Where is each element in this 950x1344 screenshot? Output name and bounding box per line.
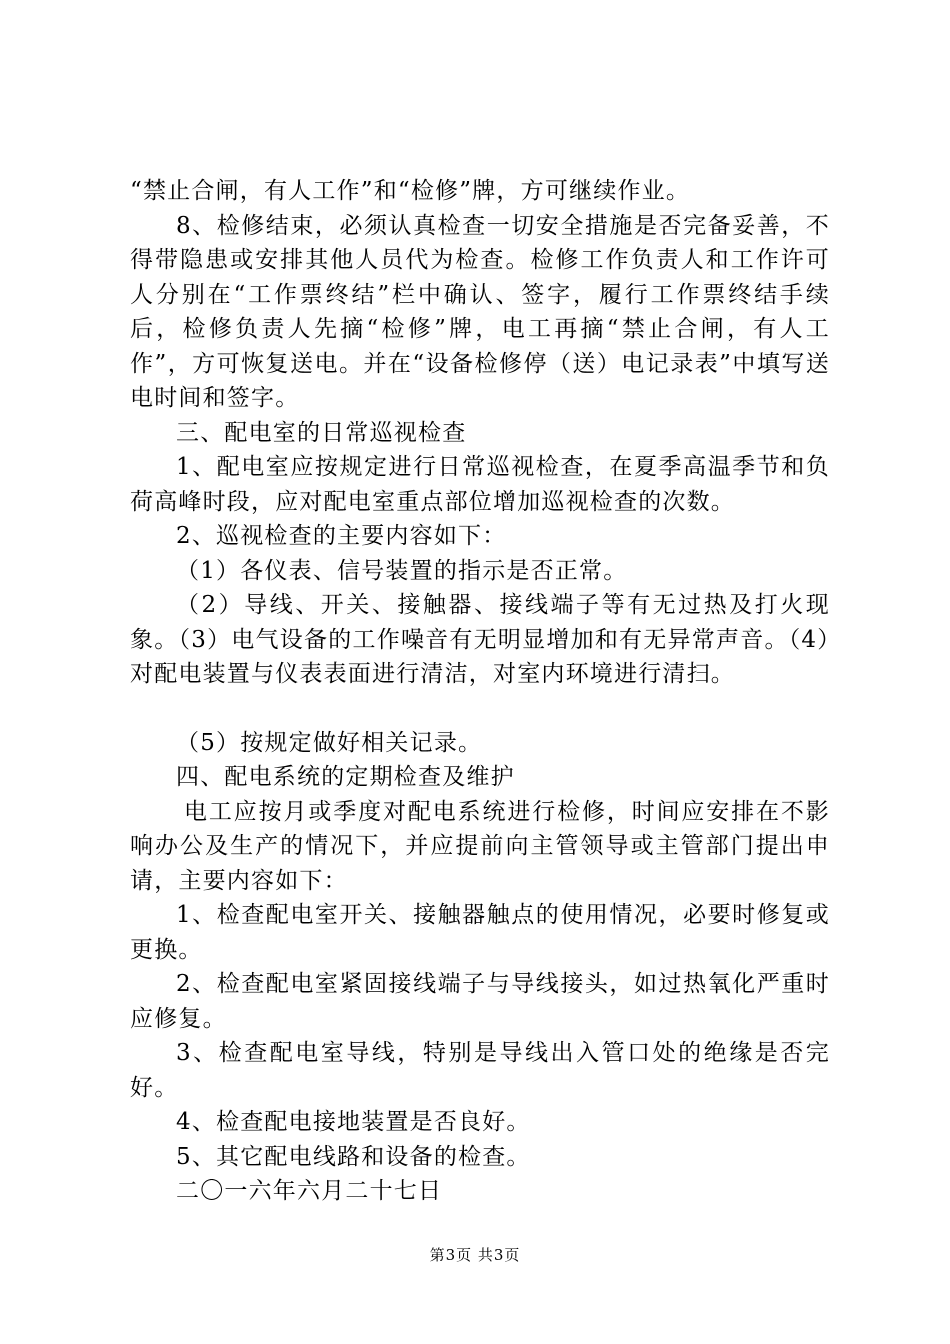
paragraph-patrol-item-5: （5）按规定做好相关记录。 <box>176 729 483 756</box>
paragraph-maintenance-intro: 电工应按月或季度对配电系统进行检修，时间应安排在不影响办公及生产的情况下，并应提前向主管领导或主管部门提出申请，主要内容如下： <box>130 798 830 894</box>
document-date: 二〇一六年六月二十七日 <box>176 1178 443 1204</box>
paragraph-maintenance-5: 5、其它配电线路和设备的检查。 <box>176 1143 531 1170</box>
paragraph-patrol-2: 2、巡视检查的主要内容如下： <box>176 523 507 549</box>
paragraph-patrol-item-1: （1）各仪表、信号装置的指示是否正常。 <box>176 557 628 584</box>
paragraph-maintenance-2: 2、检查配电室紧固接线端子与导线接头，如过热氧化严重时应修复。 <box>130 971 830 1032</box>
document-body <box>130 174 830 1209</box>
section-heading-3: 三、配电室的日常巡视检查 <box>176 419 467 446</box>
paragraph-maintenance-3: 3、检查配电室导线，特别是导线出入管口处的绝缘是否完好。 <box>130 1040 830 1101</box>
paragraph-patrol-1: 1、配电室应按规定进行日常巡视检查，在夏季高温季节和负荷高峰时段，应对配电室重点部位增加巡视检查的次数。 <box>130 454 830 515</box>
paragraph-item-8: 8、检修结束，必须认真检查一切安全措施是否完备妥善，不得带隐患或安排其他人员代为检查。检修工作负责人和工作许可人分别在“工作票终结”栏中确认、签字，履行工作票终结手续后，检修负责人先摘“检修”牌，电工再摘“禁止合闸，有人工作”，方可恢复送电。并在“设备检修停（送）电记录表”中填写送电时间和签字。 <box>130 212 830 411</box>
paragraph-patrol-items-2-4: （2）导线、开关、接触器、接线端子等有无过热及打火现象。（3）电气设备的工作噪音有无明显增加和有无异常声音。（4）对配电装置与仪表表面进行清洁，对室内环境进行清扫。 <box>130 592 830 687</box>
page-footer: 第3页 共3页 <box>429 1246 521 1264</box>
paragraph-continuation: “禁止合闸，有人工作”和“检修”牌，方可继续作业。 <box>130 178 691 204</box>
paragraph-maintenance-4: 4、检查配电接地装置是否良好。 <box>176 1109 531 1135</box>
section-heading-4: 四、配电系统的定期检查及维护 <box>176 764 515 790</box>
paragraph-maintenance-1: 1、检查配电室开关、接触器触点的使用情况，必要时修复或更换。 <box>130 902 830 963</box>
